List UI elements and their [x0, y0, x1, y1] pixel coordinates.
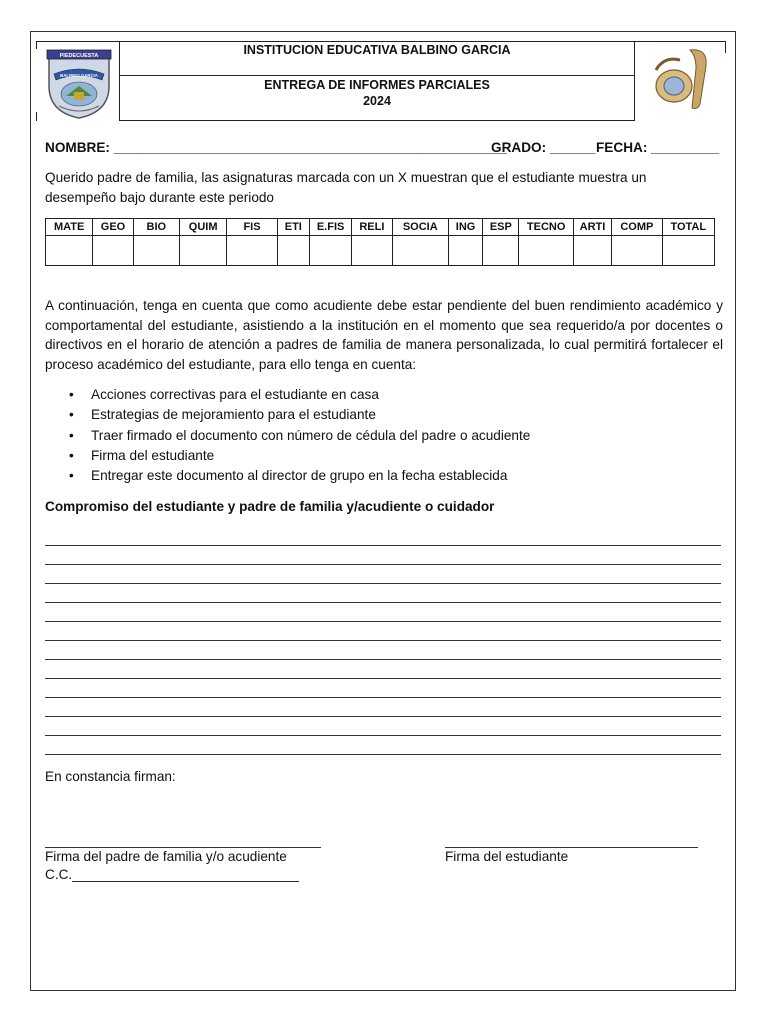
mark-cell[interactable] [612, 236, 662, 266]
mark-cell[interactable] [573, 236, 611, 266]
intro-text: Querido padre de familia, las asignaturas marcada con un X muestran que el estudiante muestra un desempeño bajo durante este periodo [45, 170, 647, 205]
mark-cell[interactable] [309, 236, 351, 266]
subject-header: ESP [483, 219, 519, 236]
mark-cell[interactable] [227, 236, 277, 266]
mark-cell[interactable] [352, 236, 392, 266]
cc-field[interactable]: C.C.______________________________ [45, 867, 299, 882]
subject-header: RELI [352, 219, 392, 236]
document-year: 2024 [363, 94, 391, 108]
grado-field[interactable]: GRADO: ______ [491, 140, 596, 155]
mark-cell[interactable] [179, 236, 226, 266]
subject-header: BIO [133, 219, 179, 236]
shield-text-mid: BALBINO GARCIA [60, 73, 98, 78]
list-item: • Firma del estudiante [91, 446, 530, 466]
total-cell[interactable] [662, 236, 714, 266]
subject-header: QUIM [179, 219, 226, 236]
school-shield-logo [44, 46, 114, 120]
commitment-heading: Compromiso del estudiante y padre de familia y/acudiente o cuidador [45, 499, 495, 514]
list-item: • Entregar este documento al director de grupo en la fecha establecida [91, 466, 530, 486]
constancia-text: En constancia firman: [45, 769, 176, 784]
subject-header: TECNO [519, 219, 573, 236]
list-item: • Traer firmado el documento con número de cédula del padre o acudiente [91, 426, 530, 446]
fecha-field[interactable]: FECHA: _________ [596, 140, 720, 155]
shield-text-top: PIEDECUESTA [59, 53, 99, 59]
subject-header: GEO [93, 219, 133, 236]
requirements-list [45, 385, 530, 486]
subject-header: ETI [277, 219, 309, 236]
mark-cell[interactable] [46, 236, 93, 266]
nombre-field[interactable]: NOMBRE: ____________________________________________________ [45, 140, 507, 155]
instructions-paragraph: A continuación, tenga en cuenta que como acudiente debe estar pendiente del buen rendimiento académico y comportamental del estudiante, asistiendo a la institución en el momento que sea requerido/a por docentes o directivos en el horario de atención a padres de familia de manera personalizada, lo cual permitirá fortalecer el proceso académico del estudiante, para ello tenga en cuenta: [45, 298, 723, 372]
subject-header: SOCIA [392, 219, 448, 236]
mark-cell[interactable] [519, 236, 573, 266]
mark-cell[interactable] [448, 236, 482, 266]
subject-header: TOTAL [662, 219, 714, 236]
subject-header: ARTI [573, 219, 611, 236]
subject-header: ING [448, 219, 482, 236]
student-signature-label: Firma del estudiante [445, 849, 569, 864]
subject-header: E.FIS [309, 219, 351, 236]
parent-signature-label: Firma del padre de familia y/o acudiente [45, 849, 287, 864]
list-item: • Acciones correctivas para el estudiante en casa [91, 385, 530, 405]
subjects-table [45, 218, 715, 266]
document-title: ENTREGA DE INFORMES PARCIALES [264, 78, 490, 92]
mark-cell[interactable] [133, 236, 179, 266]
subject-header: FIS [227, 219, 277, 236]
subject-header: COMP [612, 219, 662, 236]
institution-name: INSTITUCION EDUCATIVA BALBINO GARCIA [243, 43, 511, 57]
subject-header: MATE [46, 219, 93, 236]
mark-cell[interactable] [483, 236, 519, 266]
mark-cell[interactable] [93, 236, 133, 266]
list-item: • Estrategias de mejoramiento para el estudiante [91, 405, 530, 425]
mark-cell[interactable] [392, 236, 448, 266]
mark-cell[interactable] [277, 236, 309, 266]
institution-emblem-logo [650, 46, 714, 112]
